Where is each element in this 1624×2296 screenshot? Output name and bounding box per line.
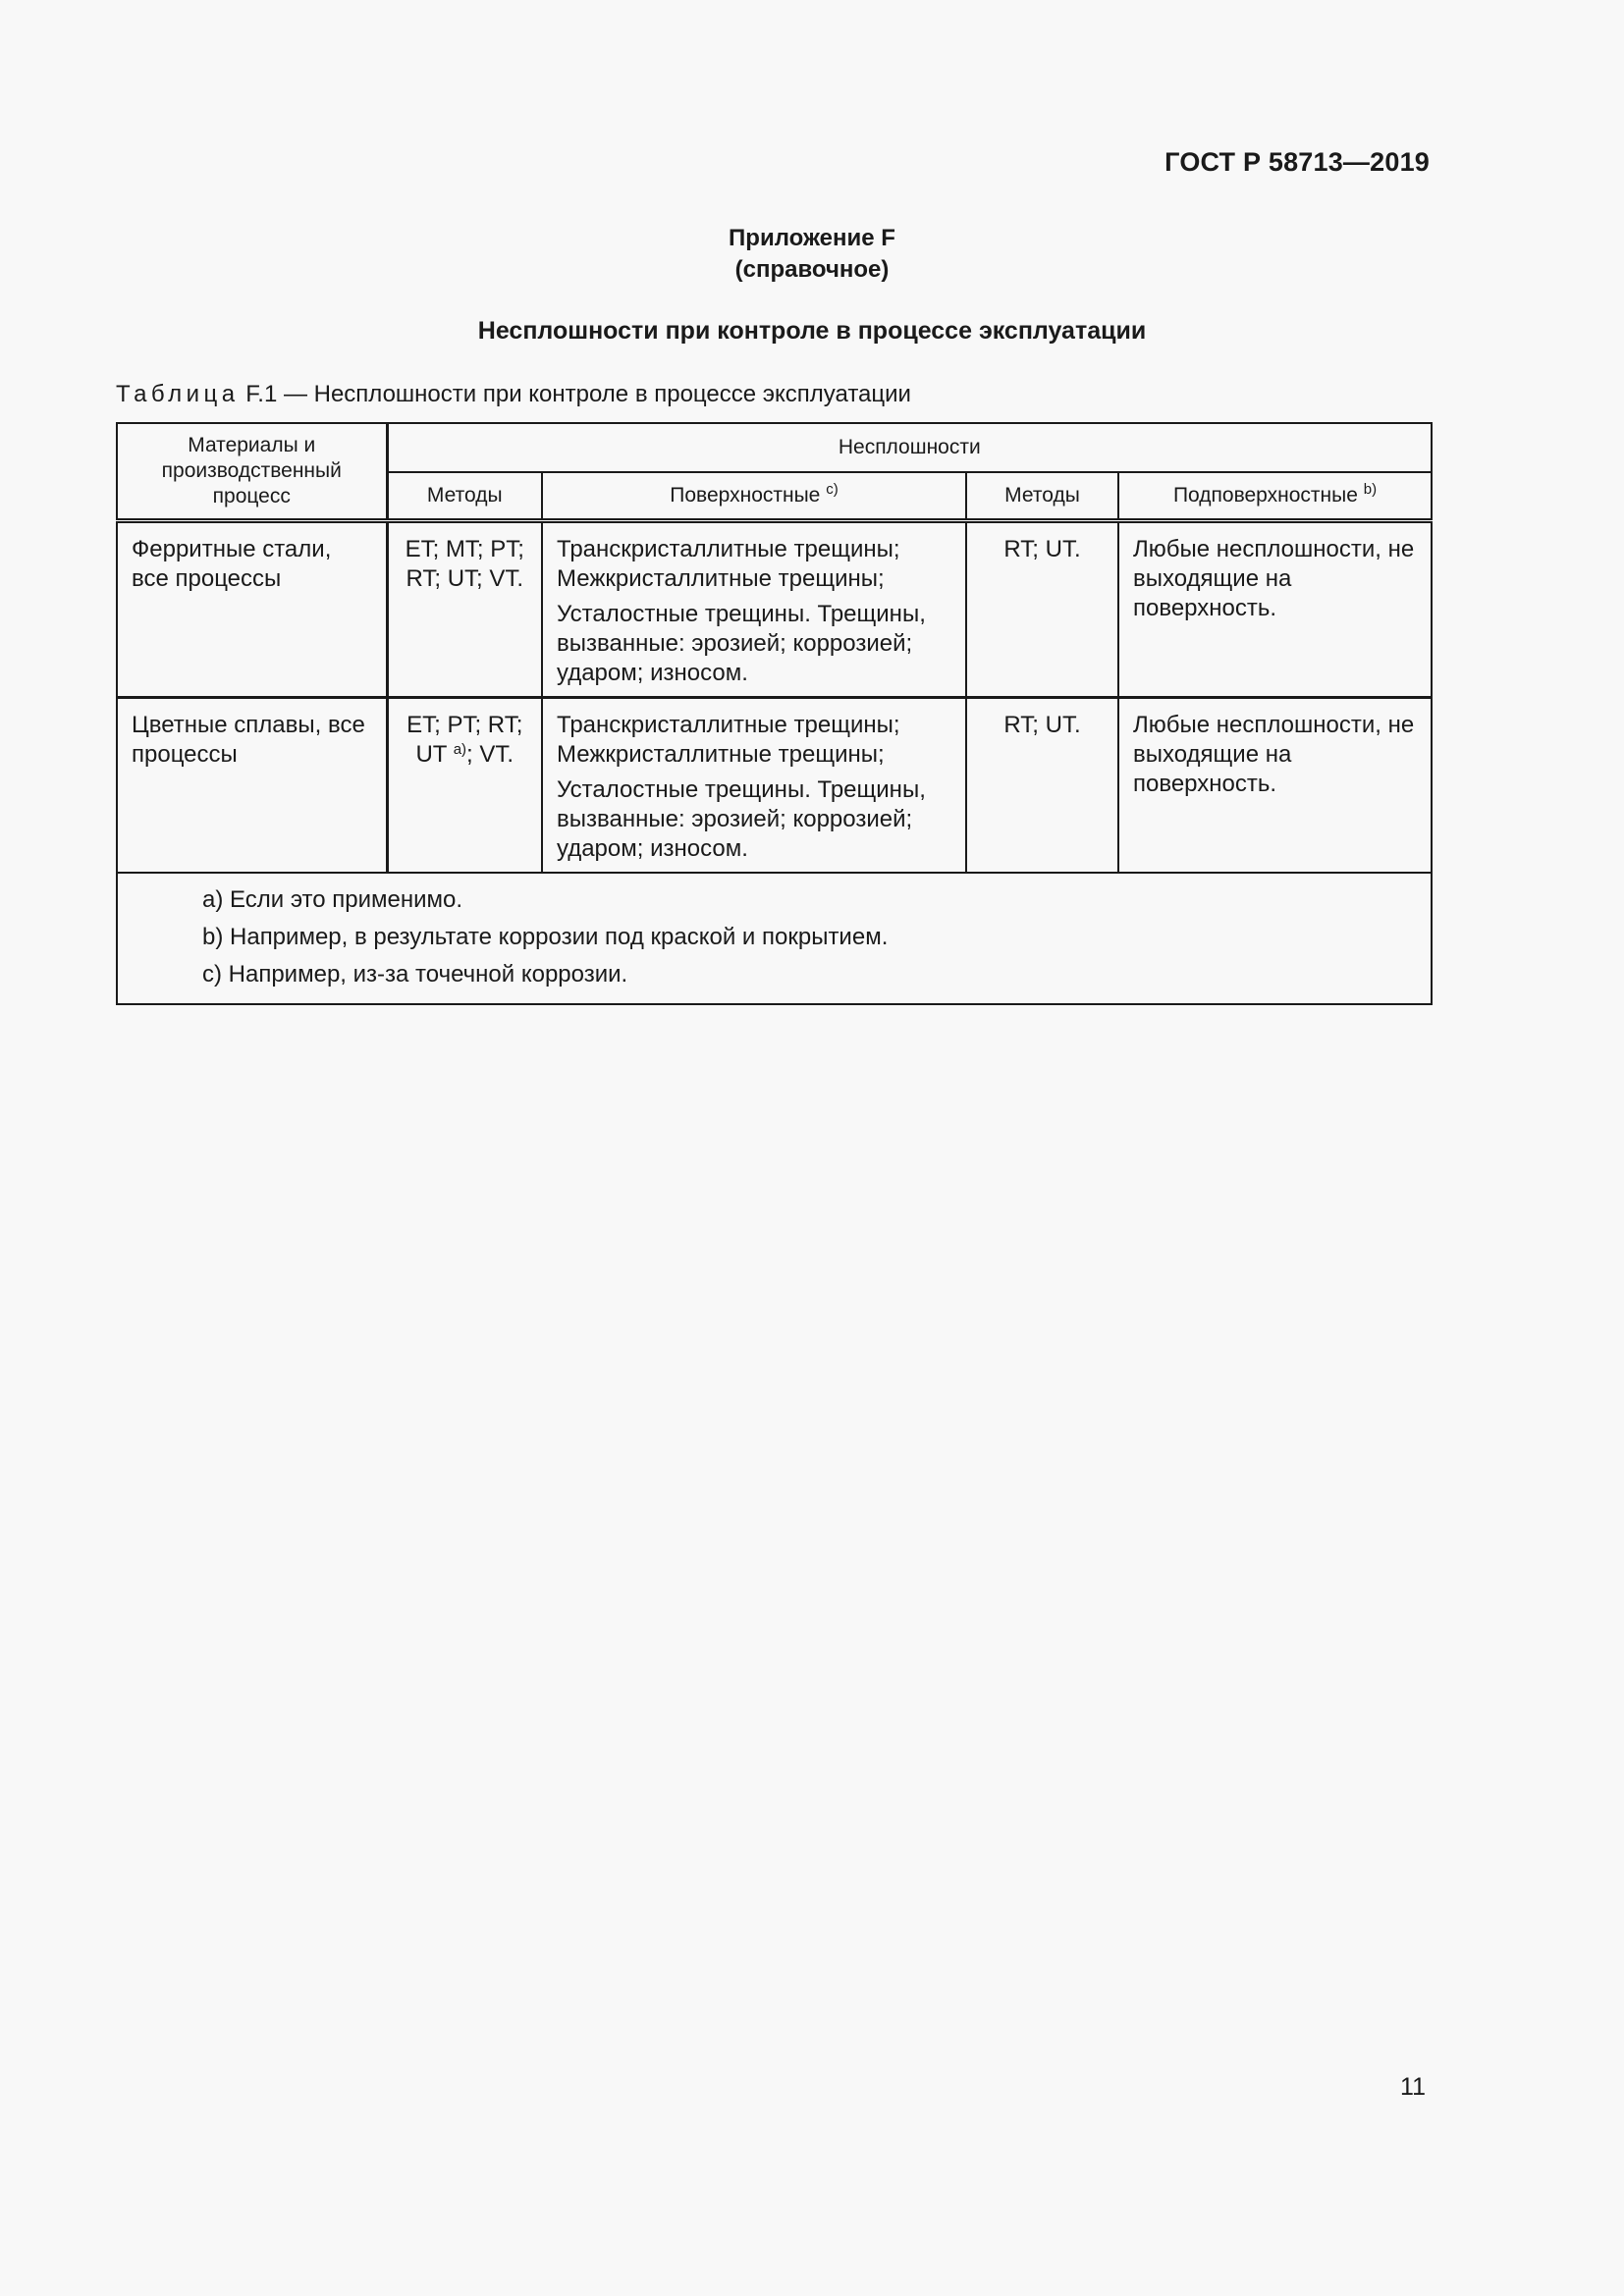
footnote-b: b) Например, в результате коррозии под краской и покрытием.: [202, 924, 889, 950]
page-number: 11: [1400, 2073, 1426, 2101]
discontinuities-table: [116, 422, 1433, 1005]
surface-defects-para-2: Усталостные трещины. Трещины, вызванные: эрозией; коррозией; ударом; износом.: [557, 776, 926, 862]
surface-defects-para-1: Транскристаллитные трещины; Межкристаллитные трещины;: [557, 712, 900, 768]
cell-surface-defects: [542, 698, 966, 874]
cell-surface-defects: [542, 521, 966, 698]
header-materials: Материалы и производственный процесс: [117, 423, 387, 521]
section-title: Несплошности при контроле в процессе эксплуатации: [477, 317, 1147, 345]
document-code: ГОСТ Р 58713—2019: [1164, 147, 1430, 177]
table-caption: [116, 381, 911, 408]
cell-material: Ферритные стали, все процессы: [117, 521, 387, 698]
table-footnotes-row: [117, 873, 1432, 1004]
footnote-a: a) Если это применимо.: [202, 886, 463, 913]
header-discontinuities: Несплошности: [387, 423, 1432, 472]
cell-subsurface-methods: RT; UT.: [966, 521, 1118, 698]
surface-defects-para-1: Транскристаллитные трещины; Межкристаллитные трещины;: [557, 536, 900, 592]
header-surface: Поверхностные $^{c)}$: [542, 472, 966, 521]
header-subsurface-note: b): [1363, 481, 1378, 498]
header-surface-note: c): [826, 481, 839, 498]
table-caption-label: Таблица: [116, 381, 240, 407]
table-row: [117, 698, 1432, 874]
table-row: [117, 521, 1432, 698]
header-subsurface: Подповерхностные $^{b)}$: [1118, 472, 1432, 521]
cell-subsurface-defects: Любые несплошности, не выходящие на поверхность.: [1118, 698, 1432, 874]
methods-note: a): [453, 741, 467, 758]
surface-defects-para-2: Усталостные трещины. Трещины, вызванные: эрозией; коррозией; ударом; износом.: [557, 601, 926, 686]
appendix-title: Приложение F: [729, 225, 895, 251]
header-methods-subsurface: Методы: [966, 472, 1118, 521]
cell-surface-methods: ET; MT; PT; RT; UT; VT.: [387, 521, 542, 698]
cell-subsurface-defects: Любые несплошности, не выходящие на поверхность.: [1118, 521, 1432, 698]
table-caption-text: F.1 — Несплошности при контроле в процессе эксплуатации: [239, 381, 911, 407]
cell-subsurface-methods: RT; UT.: [966, 698, 1118, 874]
footnote-c: c) Например, из-за точечной коррозии.: [202, 961, 628, 988]
table-header-row: [117, 423, 1432, 472]
header-methods-surface: Методы: [387, 472, 542, 521]
cell-material: Цветные сплавы, все процессы: [117, 698, 387, 874]
table-footnotes: [117, 873, 1432, 1004]
appendix-type: (справочное): [734, 256, 890, 283]
cell-surface-methods: ET; PT; RT; UT $^{a)}$; VT.: [387, 698, 542, 874]
